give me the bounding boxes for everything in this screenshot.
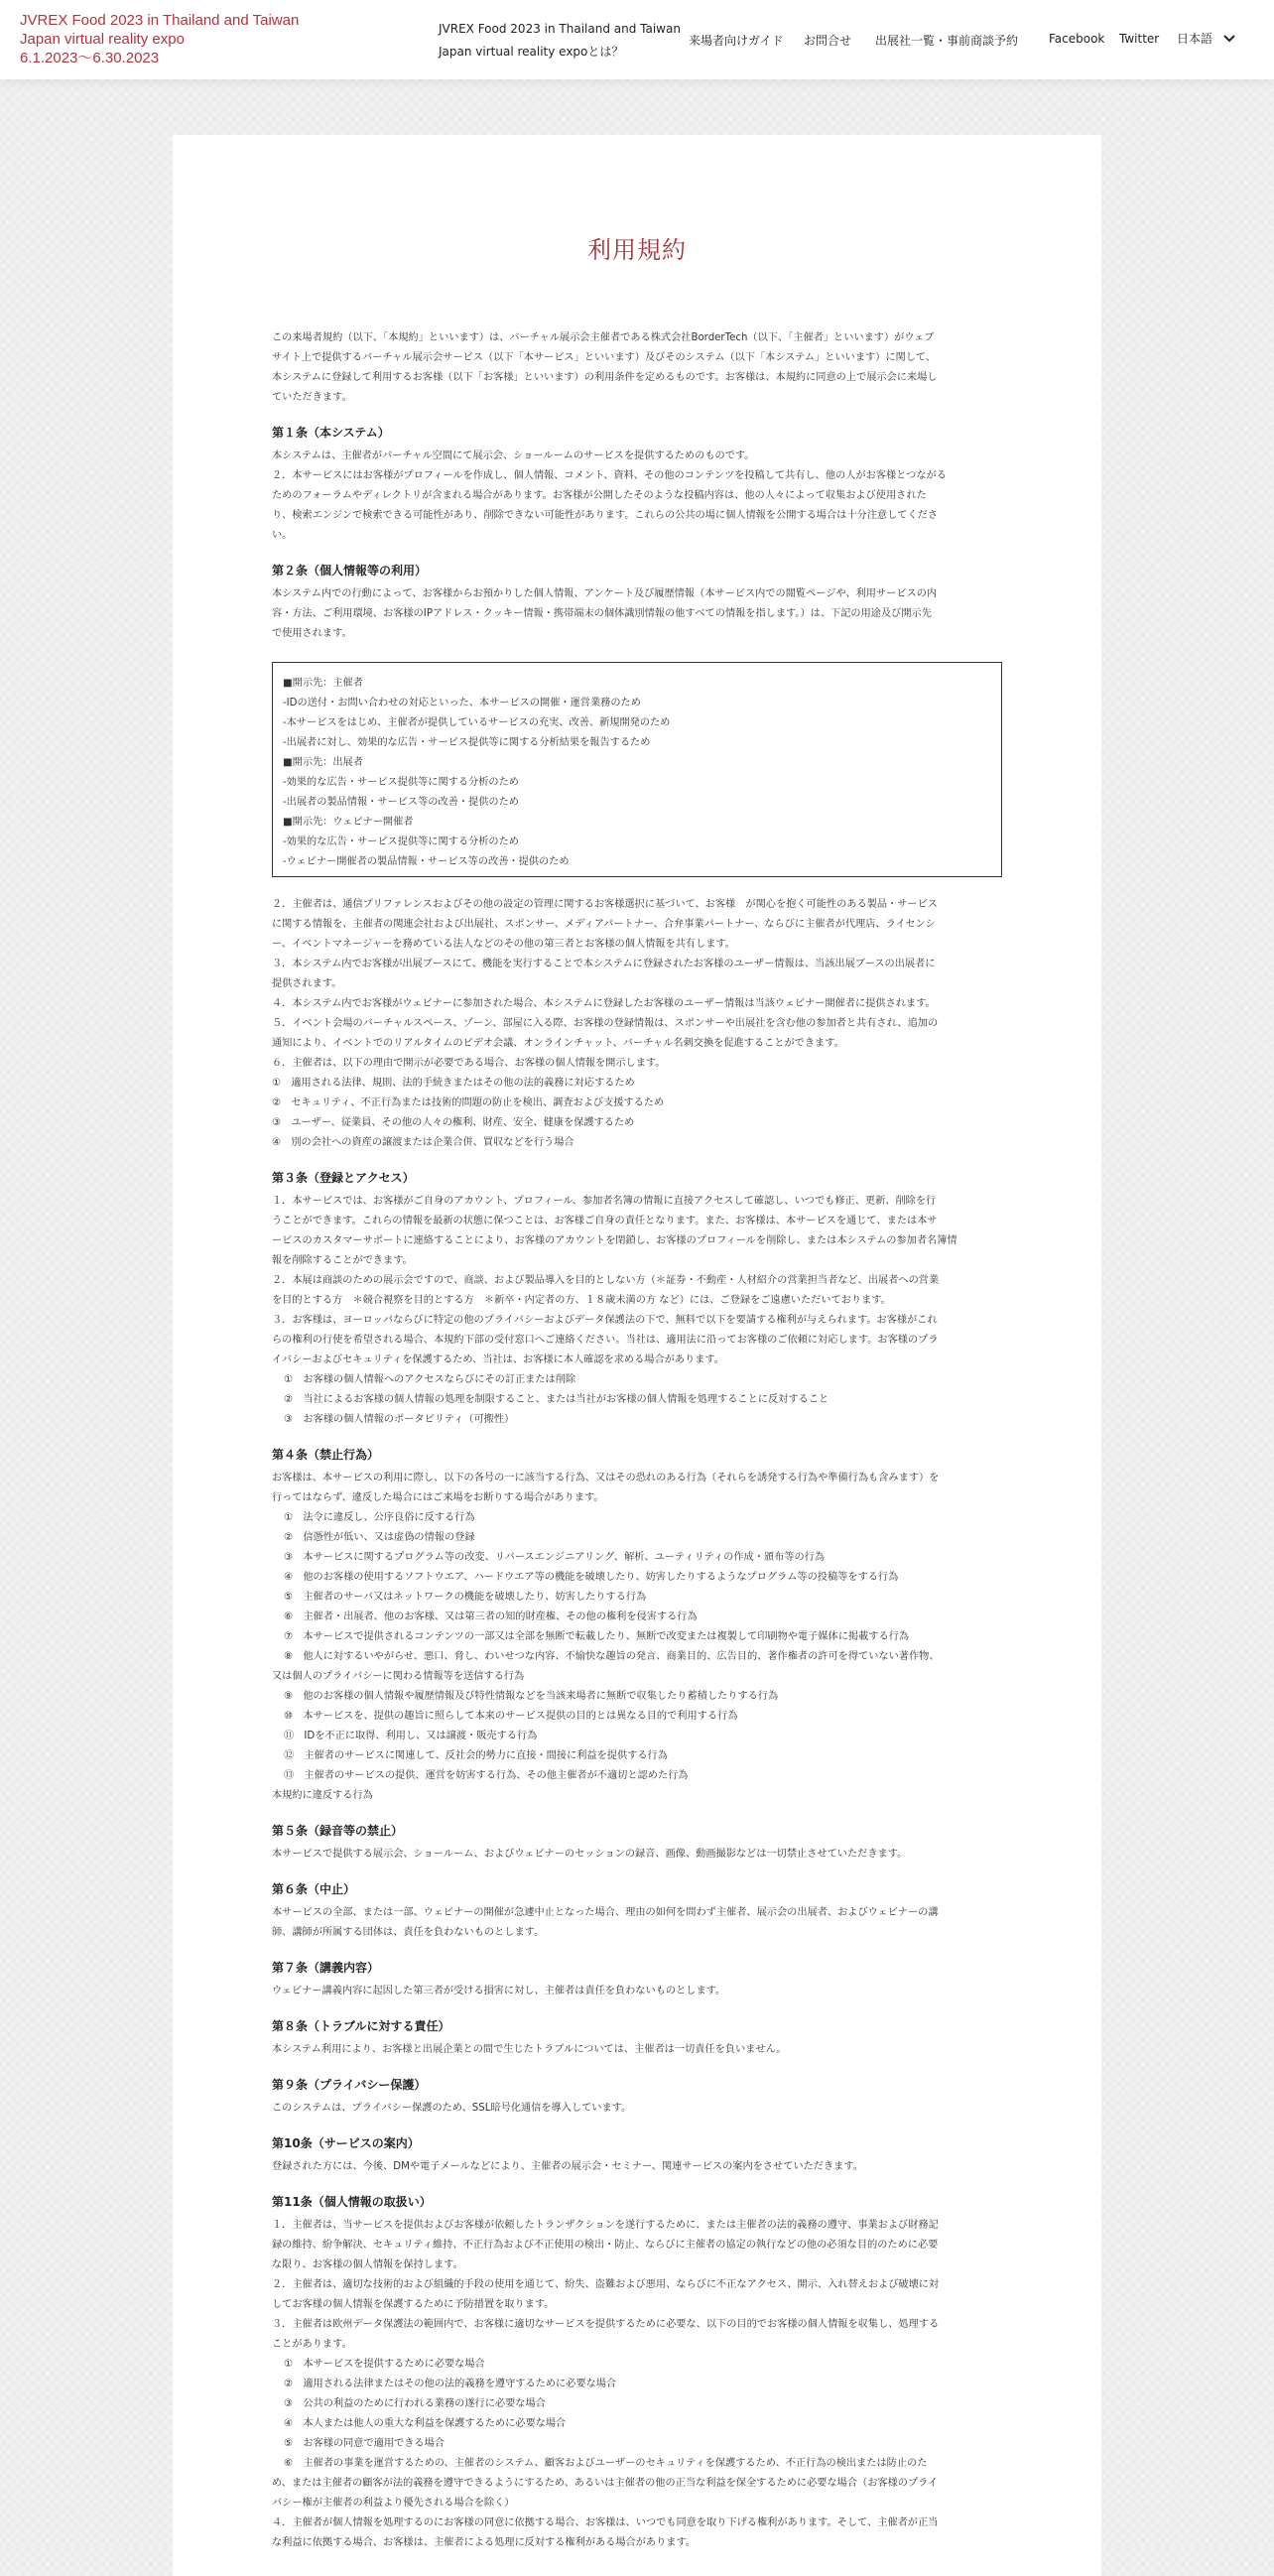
text-line: ３．本システム内でお客様が出展ブースにて、機能を実行することで本システムに登録されたお客様のユーザー情報は、当該出展ブースの出展者に xyxy=(272,959,936,969)
text-line: 本システムは、主催者がバーチャル空間にて展示会、ショールームのサービスを提供するためのものです。 xyxy=(272,451,755,461)
text-line: バシー権が主催者の利益より優先される場合を除く） xyxy=(272,2498,515,2509)
text-line: このシステムは、プライバシー保護のため、SSL暗号化通信を導入しています。 xyxy=(272,2103,632,2114)
text-line: ① お客様の個人情報へのアクセスならびにその訂正または削除 xyxy=(284,1374,576,1385)
text-line: 通知により、イベントでのリアルタイムのビデオ会議、オンラインチャット、バーチャル名刺交換を促進することができます。 xyxy=(272,1038,844,1049)
article-6-heading: 第６条（中止） xyxy=(272,1882,356,1896)
disclosure-box xyxy=(272,662,1002,877)
text-line: め、または主催者の顧客が法的義務を遵守できるようにするため、あるいは主催者の他の正当な利益を保全するために必要な場合（お客様のプライ xyxy=(272,2478,939,2489)
text-line: 本サービスの全部、または一部、ウェビナーの開催が急遽中止となった場合、理由の如何を問わず主催者、展示会の出展者、およびウェビナーの講 xyxy=(272,1907,939,1918)
text-line: に関する情報を、主催者の関連会社および出展社、スポンサー、メディアパートナー、合弁事業パートナー、ならびに主催者が代理店、ライセンシ xyxy=(272,919,936,930)
site-title-line[interactable]: 6.1.2023～6.30.2023 xyxy=(20,50,160,66)
article-3-heading: 第３条（登録とアクセス） xyxy=(272,1171,415,1185)
text-line: -効果的な広告・サービス提供等に関する分析のため xyxy=(283,837,519,847)
text-line: ④ 本人または他人の重大な利益を保護するために必要な場合 xyxy=(284,2418,567,2429)
text-line: ２．主催者は、通信プリファレンスおよびその他の設定の管理に関するお客様選択に基づいて、お客様 が関心を抱く可能性のある製品・サービス xyxy=(272,899,938,910)
article-5-heading: 第５条（録音等の禁止） xyxy=(272,1824,404,1838)
text-line: ③ 公共の利益のために行われる業務の遂行に必要な場合 xyxy=(284,2398,546,2409)
text-line: ３．お客様は、ヨーロッパならびに特定の他のプライバシーおよびデータ保護法の下で、無料で以下を要請する権利が与えられます。お客様がこれ xyxy=(272,1315,938,1326)
nav-facebook[interactable]: Facebook xyxy=(1049,32,1105,46)
text-line: ー、イベントマネージャーを務めている法人などのその他の第三者とお客様の個人情報を共有します。 xyxy=(272,939,735,950)
text-line: うことができます。これらの情報を最新の状態に保つことは、お客様ご自身の責任となります。また、お客様は、本サービスを通じて、または本サ xyxy=(272,1216,938,1226)
text-line: -本サービスをはじめ、主催者が提供しているサービスの充実、改善、新規開発のため xyxy=(283,717,671,728)
text-line: 本規約に違反する行為 xyxy=(272,1790,373,1801)
text-line: ２．主催者は、適切な技術的および組織的手段の使用を通じて、紛失、盗難および悪用、ならびに不正なアクセス、開示、入れ替えおよび破壊に対 xyxy=(272,2279,940,2290)
chevron-down-icon[interactable] xyxy=(1218,31,1240,47)
text-line: ■開示先：ウェビナー開催者 xyxy=(283,817,414,828)
article-8-heading: 第８条（トラブルに対する責任） xyxy=(272,2019,450,2033)
text-line: 又は個人のプライバシーに関わる情報等を送信する行為 xyxy=(272,1671,525,1682)
text-line: ⑦ 本サービスで提供されるコンテンツの一部又は全部を無断で転載したり、無断で改変または複製して印刷物や電子媒体に掲載する行為 xyxy=(284,1631,910,1642)
text-line: ① 本サービスを提供するために必要な場合 xyxy=(284,2359,485,2370)
text-line: ① 適用される法律、規則、法的手続きまたはその他の法的義務に対応するため xyxy=(272,1078,635,1089)
article-2-heading: 第２条（個人情報等の利用） xyxy=(272,564,428,578)
text-line: ６．主催者は、以下の理由で開示が必要である場合、お客様の個人情報を開示します。 xyxy=(272,1058,666,1069)
article-10-heading: 第10条（サービスの案内） xyxy=(272,2136,420,2150)
text-line: な限り、お客様の個人情報を保持します。 xyxy=(272,2259,463,2270)
text-line: ３．主催者は欧州データ保護法の範囲内で、お客様に適切なサービスを提供するために必要な、以下の目的でお客様の個人情報を収集し、処理する xyxy=(272,2319,940,2330)
text-line: い。 xyxy=(272,530,293,541)
text-line: ■開示先：主催者 xyxy=(283,678,363,689)
articles xyxy=(272,425,1002,2553)
text-line: 容・方法、ご利用環境、お客様のIPアドレス・クッキー情報・携帯端末の個体識別情報の他すべての情報を指します。）は、下記の用途及び開示先 xyxy=(272,608,932,619)
terms-panel xyxy=(173,135,1101,2576)
text-line: ⑥ 主催者の事業を運営するための、主催者のシステム、顧客およびユーザーのセキュリティを保護するため、不正行為の検出または防止のた xyxy=(284,2458,928,2469)
text-line: 録の維持、紛争解決、セキュリティ維持、不正行為および不正使用の検出・防止、ならびに主催者の協定の執行などの他の必須な目的のために必要 xyxy=(272,2240,939,2251)
text-line: らの権利の行使を希望される場合、本規約下部の受付窓口へご連絡ください。当社は、適用法に沿ってお客様のご依頼に対応します。お客様のプラ xyxy=(272,1335,939,1346)
text-line: １．本サービスでは、お客様がご自身のアカウント、プロフィール、参加者名簿の情報に直接アクセスして確認し、いつでも修正、更新、削除を行 xyxy=(272,1196,937,1207)
text-line: ③ ユーザー、従業員、その他の人々の権利、財産、安全、健康を保護するため xyxy=(272,1117,635,1128)
text-line: ２．本展は商談のための展示会ですので、商談、および製品導入を目的としない方（＊証券・不動産・人材紹介の営業担当者など、出展者への営業 xyxy=(272,1275,940,1286)
text-line: ② 適用される法律またはその他の法的義務を遵守するために必要な場合 xyxy=(284,2379,617,2389)
terms-content xyxy=(272,135,1002,2553)
text-line: サイト上で提供するバーチャル展示会サービス（以下「本サービス」といいます）及びそのシステム（以下「本システム」といいます）に関して、 xyxy=(272,352,937,363)
site-title-line[interactable]: JVREX Food 2023 in Thailand and Taiwan xyxy=(20,12,300,29)
text-line: ② 信憑性が低い、又は虚偽の情報の登録 xyxy=(284,1532,475,1543)
text-line: 報を削除することができます。 xyxy=(272,1255,413,1266)
nav-about-line[interactable]: JVREX Food 2023 in Thailand and Taiwan xyxy=(439,22,681,36)
text-line: ⑨ 他のお客様の個人情報や履歴情報及び特性情報などを当該来場者に無断で収集したり蓄積したりする行為 xyxy=(284,1691,779,1702)
text-line: イバシーおよびセキュリティを保護するため、当社は、お客様に本人確認を求める場合があります。 xyxy=(272,1354,724,1365)
site-title-line[interactable]: Japan virtual reality expo xyxy=(20,31,185,48)
text-line: ■開示先：出展者 xyxy=(283,757,363,768)
text-line: ⑥ 主催者・出展者、他のお客様、又は第三者の知的財産権、その他の権利を侵害する行為 xyxy=(284,1611,698,1622)
text-line: 本サービスで提供する展示会、ショールーム、およびウェビナーのセッションの録音、画像、動画撮影などは一切禁止させていただきます。 xyxy=(272,1849,908,1860)
text-line: ービスのカスタマーサポートに連絡することにより、お客様のアカウントを閉鎖し、お客様のプロフィールを削除し、または本システムの参加者名簿情 xyxy=(272,1235,957,1246)
text-line: 本システム内での行動によって、お客様からお預かりした個人情報、アンケート及び履歴情報（本サービス内での閲覧ページや、利用サービスの内 xyxy=(272,588,938,599)
text-line: ４．本システム内でお客様がウェビナーに参加された場合、本システムに登録したお客様のユーザー情報は当該ウェビナー開催者に提供されます。 xyxy=(272,998,936,1009)
text-line: り、検索エンジンで検索できる可能性があり、削除できない可能性があります。これらの公共の場に個人情報を公開する場合は十分注意してくださ xyxy=(272,510,939,521)
text-line: ④ 他のお客様の使用するソフトウエア、ハードウエア等の機能を破壊したり、妨害したりするようなプログラム等の投稿等をする行為 xyxy=(284,1572,899,1583)
nav-contact[interactable]: お問合せ xyxy=(804,34,852,48)
text-line: -効果的な広告・サービス提供等に関する分析のため xyxy=(283,777,519,788)
text-line: してお客様の個人情報を保護するために予防措置を取ります。 xyxy=(272,2299,555,2310)
text-line: ② セキュリティ、不正行為または技術的問題の防止を検出、調査および支援するため xyxy=(272,1097,665,1108)
article-1-heading: 第１条（本システム） xyxy=(272,426,390,440)
text-line: ① 法令に違反し、公序良俗に反する行為 xyxy=(284,1512,475,1523)
text-line: １．主催者は、当サービスを提供およびお客様が依頼したトランザクションを遂行するために、または主催者の法的義務の遵守、事業および財務記 xyxy=(272,2220,939,2231)
text-line: ウェビナー講義内容に起因した第三者が受ける損害に対し、主催者は責任を負わないものとします。 xyxy=(272,1986,726,1996)
text-line: お客様は、本サービスの利用に際し、以下の各号の一に該当する行為、又はその恐れのある行為（それらを誘発する行為や準備行為も含みます）を xyxy=(272,1473,940,1483)
article-4-heading: 第４条（禁止行為） xyxy=(272,1448,380,1462)
text-line: ５．イベント会場のバーチャルスペース、ゾーン、部屋に入る際、お客様の登録情報は、スポンサーや出展社を含む他の参加者と共有され、追加の xyxy=(272,1018,939,1029)
nav-twitter[interactable]: Twitter xyxy=(1119,32,1160,46)
text-line: ２．本サービスにはお客様がプロフィールを作成し、個人情報、コメント、資料、その他のコンテンツを投稿して共有し、他の人がお客様とつながる xyxy=(272,470,947,481)
text-line: -IDの送付・お問い合わせの対応といった、本サービスの開催・運営業務のため xyxy=(283,698,641,708)
text-line: ４．主催者が個人情報を処理するのにお客様の同意に依拠する場合、お客様は、いつでも同意を取り下げる権利があります。そして、主催者が正当 xyxy=(272,2517,939,2528)
text-line: -出展者の製品情報・サービス等の改善・提供のため xyxy=(283,797,519,808)
text-line: ためのフォーラムやディレクトリが含まれる場合があります。お客様が公開したそのような投稿内容は、他の人々によって収集および使用された xyxy=(272,490,927,501)
text-line: を目的とする方 ＊競合視察を目的とする方 ＊新卒・内定者の方、１８歳未満の方 など）には、ご登録をご遠慮いただいております。 xyxy=(272,1295,891,1306)
language-label[interactable]: 日本語 xyxy=(1177,32,1213,46)
text-line: -ウェビナー開催者の製品情報・サービス等の改善・提供のため xyxy=(283,856,570,867)
text-line: ていただきます。 xyxy=(272,392,352,403)
nav-about-line[interactable]: Japan virtual reality expoとは？ xyxy=(439,45,624,59)
text-line: 登録された方には、今後、DMや電子メールなどにより、主催者の展示会・セミナー、関連サービスの案内をさせていただきます。 xyxy=(272,2161,863,2172)
text-line: ⑧ 他人に対するいやがらせ、悪口、脅し、わいせつな内容、不愉快な趣旨の発言、商業目的、広告目的、著作権者の許可を得ていない著作物、 xyxy=(284,1651,940,1662)
text-line: ⑪ IDを不正に取得、利用し、又は譲渡・販売する行為 xyxy=(284,1731,538,1741)
article-9-heading: 第９条（プライバシー保護） xyxy=(272,2078,427,2092)
text-line: -出展者に対し、効果的な広告・サービス提供等に関する分析結果を報告するため xyxy=(283,737,651,748)
nav-about-link[interactable] xyxy=(439,18,687,64)
page-title: 利用規約 xyxy=(587,237,687,264)
text-line: ことがあります。 xyxy=(272,2339,352,2350)
text-line: で使用されます。 xyxy=(272,628,352,639)
text-line: 提供されます。 xyxy=(272,978,342,989)
text-line: この来場者規約（以下、「本規約」といいます）は、バーチャル展示会主催者である株式会社BorderTech（以下、「主催者」といいます）がウェブ xyxy=(272,332,935,343)
text-line: 本システムに登録して利用するお客様（以下「お客様」といいます）の利用条件を定めるものです。お客様は、本規約に同意の上で展示会に来場し xyxy=(272,372,938,383)
text-line: ④ 別の会社への資産の譲渡または企業合併、買収などを行う場合 xyxy=(272,1137,574,1148)
nav-exhibitor-list[interactable]: 出展社一覧・事前商談予約 xyxy=(875,34,1019,48)
language-select[interactable] xyxy=(1177,30,1240,47)
article-7-heading: 第７条（講義内容） xyxy=(272,1961,380,1975)
text-line: ⑤ 主催者のサーバ又はネットワークの機能を破壊したり、妨害したりする行為 xyxy=(284,1592,647,1603)
site-title[interactable] xyxy=(20,11,337,67)
intro-text xyxy=(272,328,1002,408)
text-line: ⑫ 主催者のサービスに関連して、反社会的勢力に直接・間接に利益を提供する行為 xyxy=(284,1750,668,1761)
text-line: 本システム利用により、お客様と出展企業との間で生じたトラブルについては、主催者は一切責任を負いません。 xyxy=(272,2044,787,2055)
text-line: 師、講師が所属する団体は、責任を負わないものとします。 xyxy=(272,1927,545,1938)
text-line: ⑩ 本サービスを、提供の趣旨に照らして本来のサービス提供の目的とは異なる目的で利用する行為 xyxy=(284,1711,738,1722)
text-line: ③ 本サービスに関するプログラム等の改変、リバースエンジニアリング、解析、ユーティリティの作成・頒布等の行為 xyxy=(284,1552,826,1563)
text-line: ③ お客様の個人情報のポータビリティ（可搬性） xyxy=(284,1414,515,1425)
article-11-heading: 第11条（個人情報の取扱い） xyxy=(272,2195,432,2209)
text-line: 行ってはならず、違反した場合にはご来場をお断りする場合があります。 xyxy=(272,1492,604,1503)
text-line: ⑤ お客様の同意で適用できる場合 xyxy=(284,2438,445,2449)
site-header xyxy=(0,0,1274,79)
text-line: ⑬ 主催者のサービスの提供、運営を妨害する行為、その他主催者が不適切と認めた行為 xyxy=(284,1770,689,1781)
text-line: な利益に依拠する場合、お客様は、主催者による処理に反対する権利がある場合があります。 xyxy=(272,2537,697,2548)
text-line: ② 当社によるお客様の個人情報の処理を制限すること、または当社がお客様の個人情報を処理することに反対すること xyxy=(284,1394,829,1405)
nav-visitor-guide[interactable]: 来場者向けガイド xyxy=(689,34,784,48)
